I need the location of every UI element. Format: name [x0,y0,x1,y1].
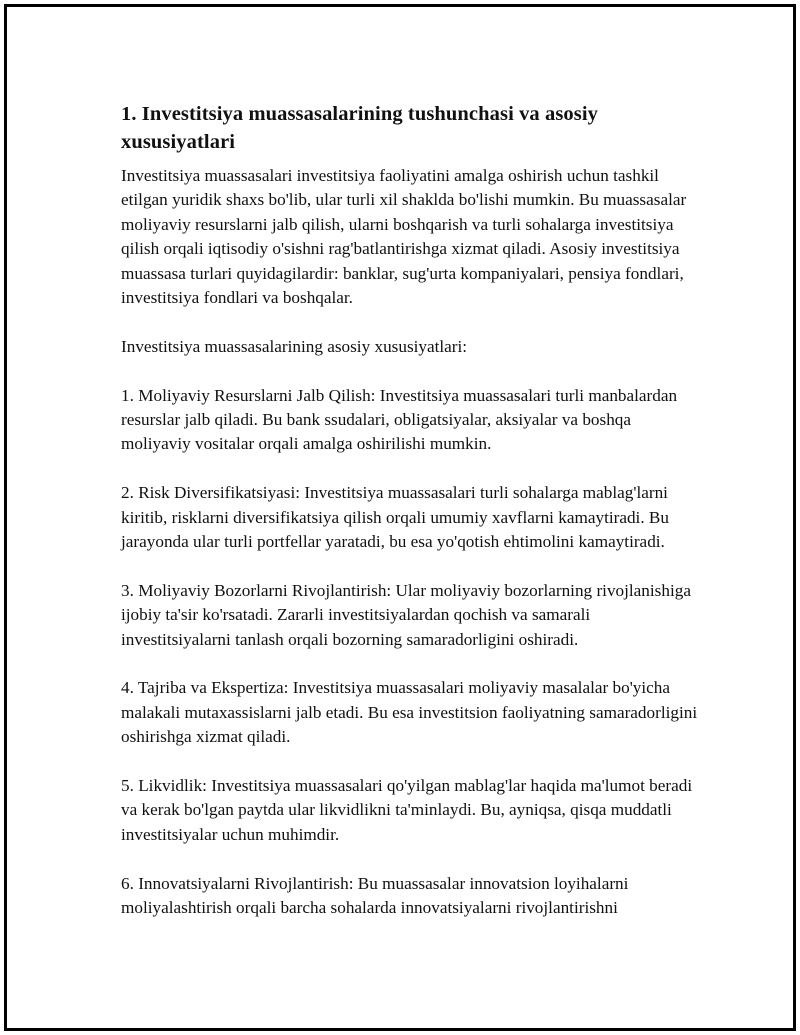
feature-item-5: 5. Likvidlik: Investitsiya muassasalari qo'yilgan mablag'lar haqida ma'lumot beradi va kerak bo'lgan paytda ular likvidlikni ta'minlaydi. Bu, ayniqsa, qisqa muddatli investitsiyalar uchun muhimdir. [121,776,693,844]
section-heading: 1. Investitsiya muassasalarining tushunchasi va asosiy xususiyatlari [121,103,599,153]
feature-item-6: 6. Innovatsiyalarni Rivojlantirish: Bu muassasalar innovatsion loyihalarni moliyalashtirish orqali barcha sohalarda innovatsiyalarni rivojlantirishni [121,873,629,918]
feature-item-2: 2. Risk Diversifikatsiyasi: Investitsiya muassasalari turli sohalarga mablag'larni kiritib, risklarni diversifikatsiya qilish orqali umumiy xavflarni kamaytiradi. Bu jarayonda ular turli portfellar yaratadi, bu esa yo'qotish ehtimolini kamaytiradi. [121,483,669,552]
document-body [121,100,701,945]
intro-paragraph: Investitsiya muassasalari investitsiya faoliyatini amalga oshirish uchun tashkil etilgan yuridik shaxs bo'lib, ular turli xil shaklda bo'lishi mumkin. Bu muassasalar moliyaviy resurslarni jalb qilish, ularni boshqarish va turli sohalarga investitsiya qilish orqali iqtisodiy o'sishni rag'batlantirishga xizmat qiladi. Asosiy investitsiya muassasa turlari quyidagilardir: banklar, sug'urta kompaniyalari, pensiya fondlari, investitsiya fondlari va boshqalar. [121,166,687,308]
feature-item-1: 1. Moliyaviy Resurslarni Jalb Qilish: Investitsiya muassasalari turli manbalardan resurslar jalb qiladi. Bu bank ssudalari, obligatsiyalar, aksiyalar va boshqa moliyaviy vositalar orqali amalga oshirilishi mumkin. [121,385,678,454]
feature-item-4: 4. Tajriba va Ekspertiza: Investitsiya muassasalari moliyaviy masalalar bo'yicha malakali mutaxassislarni jalb etadi. Bu esa investitsion faoliyatning samaradorligini oshirishga xizmat qiladi. [121,678,698,747]
features-intro-paragraph: Investitsiya muassasalarining asosiy xususiyatlari: [121,336,468,356]
page-frame [4,4,796,1031]
feature-item-3: 3. Moliyaviy Bozorlarni Rivojlantirish: Ular moliyaviy bozorlarning rivojlanishiga ijobiy ta'sir ko'rsatadi. Zararli investitsiyalardan qochish va samarali investitsiyalarni tanlash orqali bozorning samaradorligini oshiradi. [121,580,691,649]
